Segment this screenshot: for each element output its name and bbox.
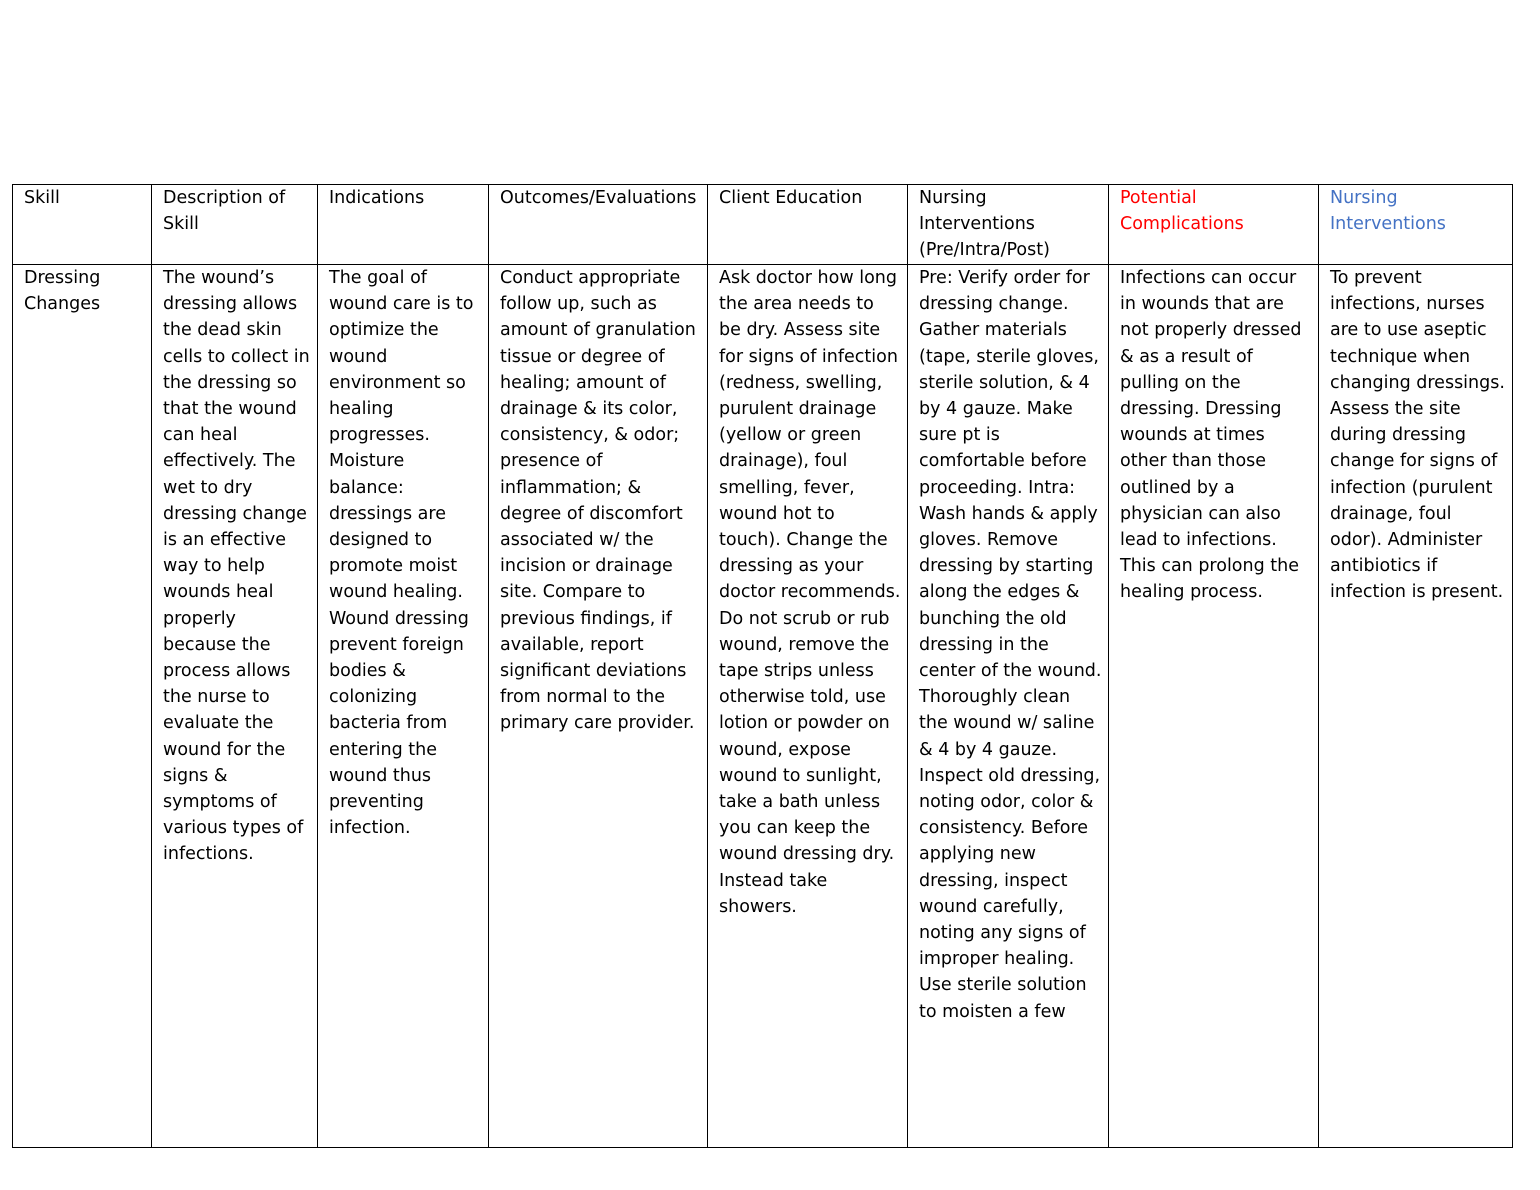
header-indications: [318, 185, 489, 265]
cell-nursing-interventions-pip: [908, 265, 1109, 1148]
skill-text: Dressing Changes: [24, 268, 101, 315]
header-nursing-interventions-pip: [908, 185, 1109, 265]
header-potential-complications: [1109, 185, 1319, 265]
cell-description: [152, 265, 318, 1148]
cell-indications: [318, 265, 489, 1148]
table-row: [13, 265, 1513, 1148]
description-text: The wound’s dressing allows the dead skin cells to collect in the dressing so that the wound can heal effectively. The wet to dry dressing change is an effective way to help wounds heal properly because the process allows the nurse to evaluate the wound for the signs & symptoms of various types of infections.: [163, 268, 310, 865]
cell-skill: [13, 265, 152, 1148]
cell-potential-complications: [1109, 265, 1319, 1148]
nursing-interventions-pip-text: Pre: Verify order for dressing change. Gather materials (tape, sterile gloves, sterile solution, & 4 by 4 gauze. Make sure pt is comfortable before proceeding. Intra: Wash hands & apply gloves. Remove dressing by starting along the edges & bunching the old dressing in the center of the wound. Thoroughly clean the wound w/ saline & 4 by 4 gauze. Inspect old dressing, noting odor, color & consistency. Before applying new dressing, inspect wound carefully, noting any signs of improper healing. Use sterile solution to moisten a few: [919, 268, 1102, 1022]
cell-nursing-interventions: [1319, 265, 1513, 1148]
header-client-education: [708, 185, 908, 265]
header-description-text: Description of Skill: [163, 188, 286, 235]
header-nursing-interventions-text: Nursing Interventions: [1330, 188, 1446, 235]
header-nursing-interventions: [1319, 185, 1513, 265]
cell-client-education: [708, 265, 908, 1148]
nursing-interventions-text: To prevent infections, nurses are to use aseptic technique when changing dressings. Assess the site during dressing change for signs of infection (purulent drainage, foul odor). Administer antibiotics if infection is present.: [1330, 268, 1505, 603]
header-nursing-interventions-pip-text: Nursing Interventions (Pre/Intra/Post): [919, 188, 1050, 261]
header-skill: [13, 185, 152, 265]
client-education-text: Ask doctor how long the area needs to be dry. Assess site for signs of infection (redness, swelling, purulent drainage (yellow or green drainage), foul smelling, fever, wound hot to touch). Change the dressing as your doctor recommends. Do not scrub or rub wound, remove the tape strips unless otherwise told, use lotion or powder on wound, expose wound to sunlight, take a bath unless you can keep the wound dressing dry. Instead take showers.: [719, 268, 901, 917]
header-skill-text: Skill: [24, 188, 60, 208]
outcomes-text: Conduct appropriate follow up, such as amount of granulation tissue or degree of healing; amount of drainage & its color, consistency, & odor; presence of inflammation; & degree of discomfort associated w/ the incision or drainage site. Compare to previous findings, if available, report significant deviations from normal to the primary care provider.: [500, 268, 696, 734]
potential-complications-text: Infections can occur in wounds that are not properly dressed & as a result of pulling on the dressing. Dressing wounds at times other than those outlined by a physician can also lead to infections. This can prolong the healing process.: [1120, 268, 1302, 603]
header-potential-complications-text: Potential Complications: [1120, 188, 1244, 235]
header-description: [152, 185, 318, 265]
header-outcomes-text: Outcomes/Evaluations: [500, 188, 697, 208]
header-client-education-text: Client Education: [719, 188, 863, 208]
skills-table: [12, 184, 1513, 1148]
cell-outcomes: [489, 265, 708, 1148]
header-outcomes: [489, 185, 708, 265]
header-row: [13, 185, 1513, 265]
indications-text: The goal of wound care is to optimize the wound environment so healing progresses. Moisture balance: dressings are designed to promote moist wound healing. Wound dressing prevent foreign bodies & colonizing bacteria from entering the wound thus preventing infection.: [329, 268, 474, 839]
header-indications-text: Indications: [329, 188, 425, 208]
